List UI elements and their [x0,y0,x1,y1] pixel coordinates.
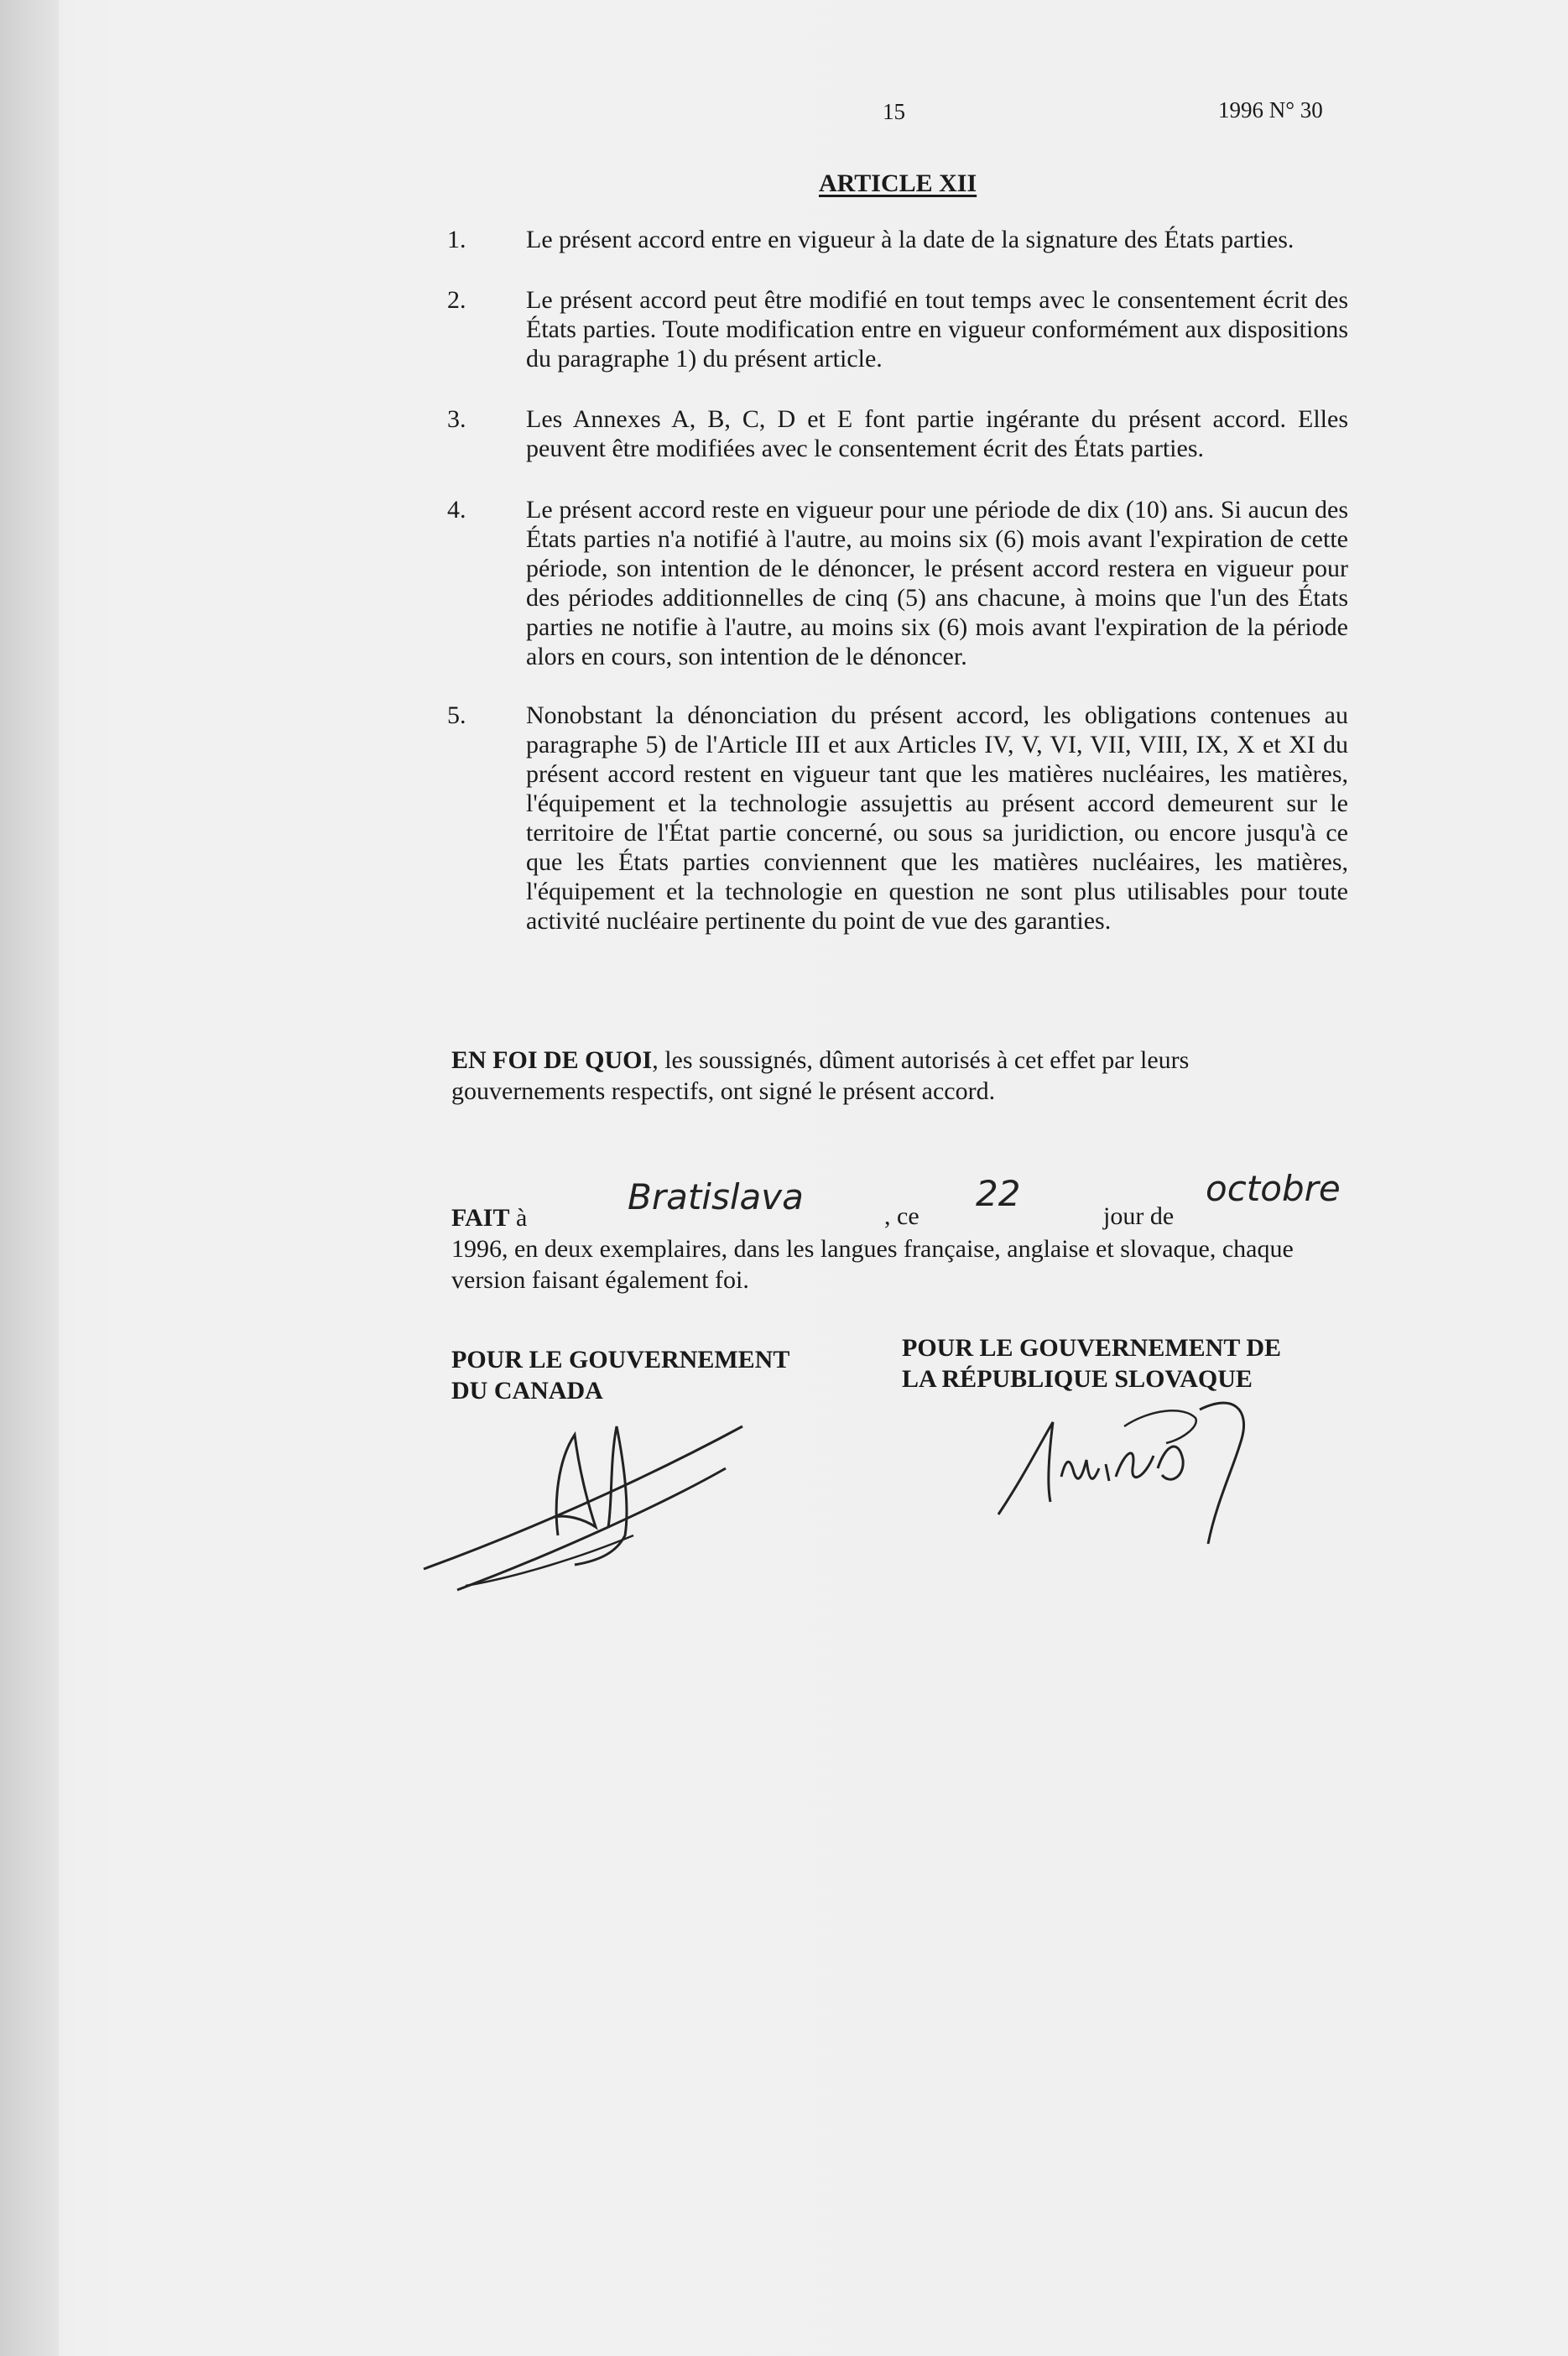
binding-gutter [0,0,59,2356]
page-number: 15 [883,99,905,124]
item-number: 1. [447,226,466,253]
signatory-slovakia-line1: POUR LE GOUVERNEMENT DE [902,1334,1281,1362]
document-reference: 1996 N° 30 [1218,97,1323,122]
item-number: 5. [447,701,466,729]
item-number: 3. [447,405,466,433]
article-title: ARTICLE XII [819,169,977,197]
handwritten-place: Bratislava [628,1176,804,1217]
done-rest: 1996, en deux exemplaires, dans les langues française, anglaise et slovaque, chaque version faisant également foi. [451,1235,1294,1294]
item-text: Le présent accord peut être modifié en tout temps avec le consentement écrit des États parties. Toute modification entre en vigueur conformément aux dispositions du paragraphe 1) du présent article. [526,286,1348,373]
signatory-canada [451,1344,789,1406]
signature-slovakia [990,1376,1275,1561]
done-jour-de: jour de [1103,1202,1175,1230]
handwritten-day: 22 [976,1173,1021,1214]
witness-text: , les soussignés, dûment autorisés à cet effet par leurs gouvernements respectifs, ont signé le présent accord. [451,1046,1190,1105]
signatory-canada-line2: DU CANADA [451,1377,603,1405]
signatory-slovakia-line2: LA RÉPUBLIQUE SLOVAQUE [902,1365,1253,1393]
item-number: 2. [447,286,466,314]
done-lead: FAIT [451,1204,510,1232]
item-number: 4. [447,496,466,524]
item-text: Nonobstant la dénonciation du présent accord, les obligations contenues au paragraphe 5) de l'Article III et aux Articles IV, V, VI, VII, VIII, IX, X et XI du présent accord restent en vigueur tant que les matières nucléaires, les matières, l'équipement et la technologie assujettis au présent accord demeurent sur le territoire de l'État partie concerné, ou sous sa juridiction, ou encore jusqu'à ce que les États parties conviennent que les matières nucléaires, les matières, l'équipement et la technologie en question ne sont plus utilisables pour toute activité nucléaire pertinente du point de vue des garanties. [526,701,1348,935]
witness-clause [451,1045,1307,1107]
signature-canada [415,1410,768,1611]
done-at: à [515,1204,528,1232]
item-text: Les Annexes A, B, C, D et E font partie ingérante du présent accord. Elles peuvent être modifiées avec le consentement écrit des États parties. [526,405,1348,462]
handwritten-month: octobre [1206,1168,1341,1209]
witness-lead: EN FOI DE QUOI [451,1046,653,1074]
item-text: Le présent accord reste en vigueur pour une période de dix (10) ans. Si aucun des États parties n'a notifié à l'autre, au moins six (6) mois avant l'expiration de cette période, son intention de le dénoncer, le présent accord restera en vigueur pour des périodes additionnelles de cinq (5) ans chacune, à moins que l'un des États parties ne notifie à l'autre, au moins six (6) mois avant l'expiration de la période alors en cours, son intention de le dénoncer. [526,496,1348,670]
done-ce: , ce [884,1202,919,1230]
signatory-canada-line1: POUR LE GOUVERNEMENT [451,1346,790,1373]
item-text: Le présent accord entre en vigueur à la date de la signature des États parties. [526,226,1295,253]
